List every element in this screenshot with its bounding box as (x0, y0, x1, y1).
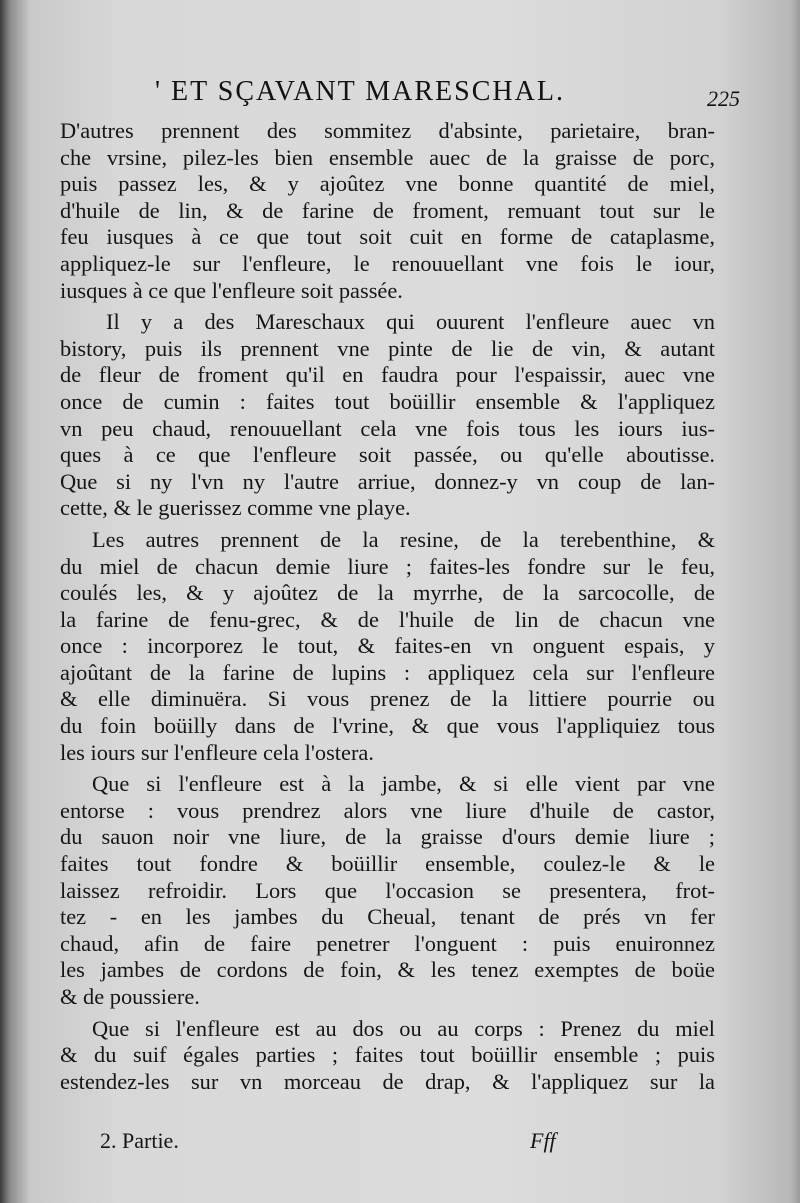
text-line: Que si ny l'vn ny l'autre arriue, donnez-y vn coup de lan- (60, 468, 715, 494)
text-line: chaud, afin de faire penetrer l'onguent : puis enuironnez (60, 930, 715, 956)
text-line: Il y a des Mareschaux qui ouurent l'enfleure auec vn (106, 309, 715, 335)
text-line: iusques à ce que l'enfleure soit passée. (60, 277, 403, 303)
text-line: du miel de chacun demie liure ; faites-les fondre sur le feu, (60, 553, 715, 579)
text-line: faites tout fondre & boüillir ensemble, coulez-le & le (60, 851, 715, 877)
text-line: che vrsine, pilez-les bien ensemble auec de la graisse de porc, (60, 144, 715, 170)
text-line: d'huile de lin, & de farine de froment, remuant tout sur le (60, 197, 715, 223)
text-line: feu iusques à ce que tout soit cuit en forme de cataplasme, (60, 224, 715, 250)
text-line: les iours sur l'enfleure cela l'ostera. (60, 739, 374, 765)
text-line: du foin boüilly dans de l'vrine, & que vous l'appliquiez tous (60, 713, 715, 739)
text-line: ajoûtant de la farine de lupins : appliquez cela sur l'enfleure (60, 659, 715, 685)
text-line: puis passez les, & y ajoûtez vne bonne quantité de miel, (60, 171, 715, 197)
text-line: laissez refroidir. Lors que l'occasion se presentera, frot- (60, 877, 715, 903)
text-line: de fleur de froment qu'il en faudra pour l'espaissir, auec vne (60, 362, 715, 388)
text-line: D'autres prennent des sommitez d'absinte, parietaire, bran- (60, 118, 715, 143)
paragraph-5 (60, 1016, 715, 1096)
paragraph-3 (60, 527, 715, 766)
text-line: & de poussiere. (60, 984, 200, 1009)
text-line: & elle diminuëra. Si vous prenez de la littiere pourrie ou (60, 686, 715, 712)
text-line: once de cumin : faites tout boüillir ensemble & l'appliquez (60, 388, 715, 414)
text-line: entorse : vous prendrez alors vne liure d'huile de castor, (60, 797, 715, 823)
text-line: estendez-les sur vn morceau de drap, & l'appliquez sur la (60, 1068, 715, 1094)
text-line: once : incorporez le tout, & faites-en vn onguent espais, y (60, 633, 715, 659)
page-number: 225 (707, 86, 740, 111)
text-line: coulés les, & y ajoûtez de la myrrhe, de la sarcocolle, de (60, 580, 715, 606)
text-line: vn peu chaud, renouuellant cela vne fois tous les iours ius- (60, 415, 715, 441)
text-line: tez - en les jambes du Cheual, tenant de prés vn fer (60, 904, 715, 930)
text-line: Que si l'enfleure est à la jambe, & si elle vient par vne (92, 771, 715, 797)
running-title: ' ET SÇAVANT MARESCHAL. (155, 76, 565, 107)
text-line: ques à ce que l'enfleure soit passée, ou qu'elle aboutisse. (60, 442, 715, 468)
page-footer (100, 1128, 620, 1164)
text-line: les jambes de cordons de foin, & les tenez exemptes de boüe (60, 957, 715, 983)
paragraph-1 (60, 118, 715, 304)
paragraph-2 (60, 309, 715, 522)
page-header (120, 76, 740, 116)
text-line: bistory, puis ils prennent vne pinte de lie de vin, & autant (60, 335, 715, 361)
text-line: Que si l'enfleure est au dos ou au corps : Prenez du miel (92, 1015, 715, 1041)
text-line: cette, & le guerissez comme vne playe. (60, 495, 411, 521)
paragraph-4 (60, 771, 715, 1010)
text-line: Les autres prennent de la resine, de la terebenthine, & (92, 526, 715, 552)
page-body (60, 118, 715, 1100)
text-line: la farine de fenu-grec, & de l'huile de lin de chacun vne (60, 606, 715, 632)
part-label: 2. Partie. (100, 1128, 179, 1153)
text-line: du sauon noir vne liure, de la graisse d'ours demie liure ; (60, 824, 715, 850)
text-line: appliquez-le sur l'enfleure, le renouuellant vne fois le iour, (60, 250, 715, 276)
signature-mark: Fff (530, 1128, 556, 1153)
text-line: & du suif égales parties ; faites tout boüillir ensemble ; puis (60, 1042, 715, 1068)
